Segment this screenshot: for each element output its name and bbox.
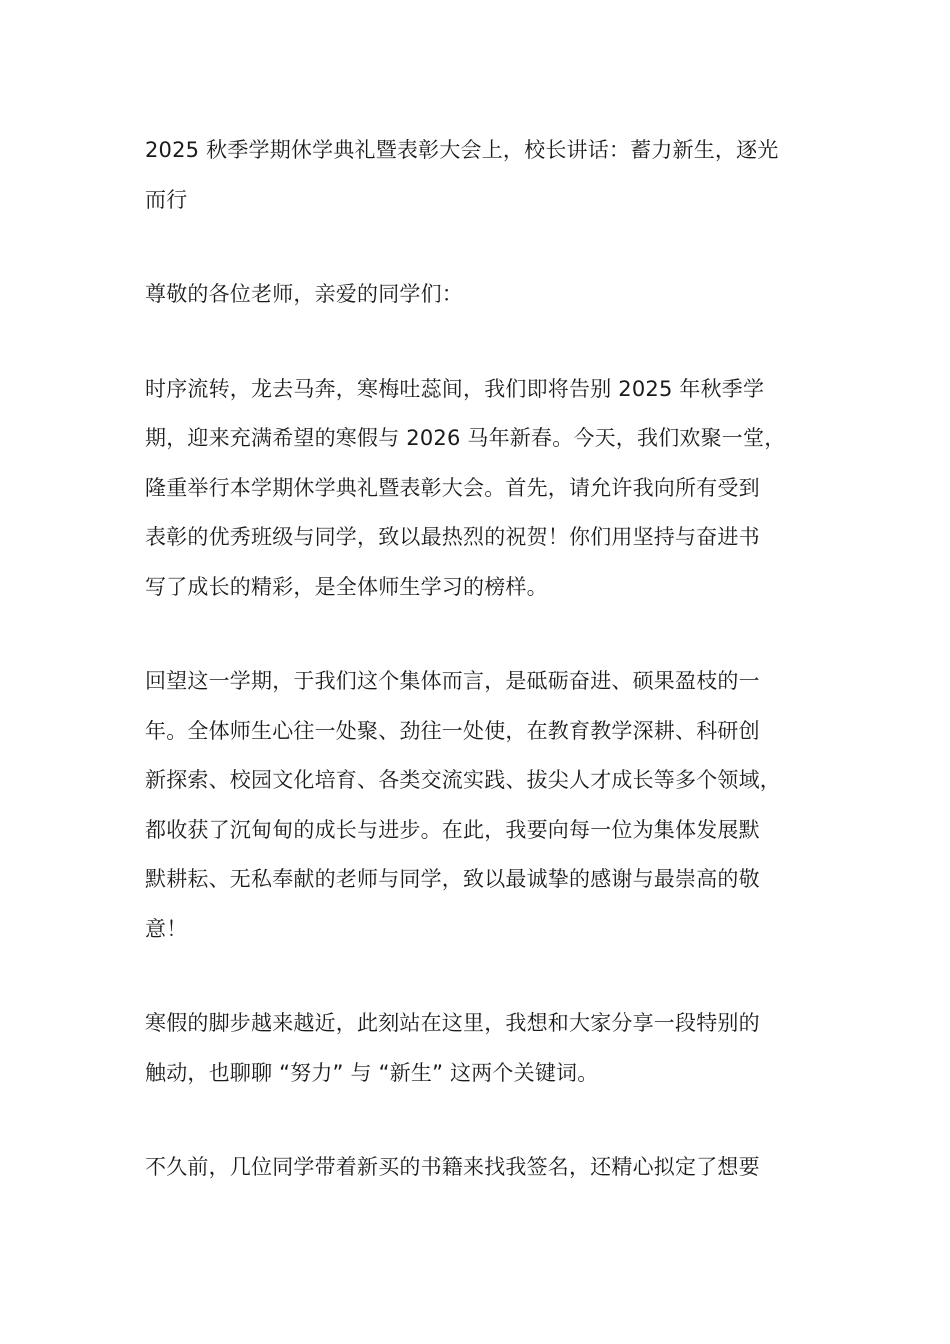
text-line: 年。全体师生心往一处聚、劲往一处使，在教育教学深耕、科研创 <box>145 718 760 743</box>
text-line: 隆重举行本学期休学典礼暨表彰大会。首先，请允许我向所有受到 <box>145 475 760 500</box>
text-line: 新探索、校园文化培育、各类交流实践、拔尖人才成长等多个领域， <box>145 768 781 792</box>
text-line: 意！ <box>145 916 188 941</box>
text-line: 默耕耘、无私奉献的老师与同学，致以最诚挚的感谢与最崇高的敬 <box>145 867 760 891</box>
body-paragraph <box>145 657 825 954</box>
text-line: 尊敬的各位老师，亲爱的同学们： <box>145 282 463 306</box>
text-line: 触动，也聊聊 “努力” 与 “新生” 这两个关键词。 <box>145 1060 599 1085</box>
body-paragraph <box>145 1143 825 1193</box>
text-line: 时序流转，龙去马奔，寒梅吐蕊间，我们即将告别 2025 年秋季学 <box>145 376 765 401</box>
text-line: 期，迎来充满希望的寒假与 2026 马年新春。今天，我们欢聚一堂， <box>145 426 786 450</box>
text-line: 不久前，几位同学带着新买的书籍来找我签名，还精心拟定了想要 <box>145 1155 760 1179</box>
text-line: 写了成长的精彩，是全体师生学习的榜样。 <box>145 574 548 599</box>
title-line: 2025 秋季学期休学典礼暨表彰大会上，校长讲话：蓄力新生，逐光 <box>145 138 779 162</box>
text-line: 都收获了沉甸甸的成长与进步。在此，我要向每一位为集体发展默 <box>145 817 760 842</box>
salutation-paragraph <box>145 270 825 320</box>
document-page <box>145 126 825 1238</box>
body-paragraph <box>145 999 825 1098</box>
body-paragraph <box>145 365 825 613</box>
text-line: 表彰的优秀班级与同学，致以最热烈的祝贺！你们用坚持与奋进书 <box>145 525 760 549</box>
text-line: 回望这一学期，于我们这个集体而言，是砥砺奋进、硕果盈枝的一 <box>145 669 760 693</box>
text-line: 寒假的脚步越来越近，此刻站在这里，我想和大家分享一段特别的 <box>145 1011 760 1035</box>
document-title <box>145 126 825 225</box>
title-line: 而行 <box>145 187 188 212</box>
